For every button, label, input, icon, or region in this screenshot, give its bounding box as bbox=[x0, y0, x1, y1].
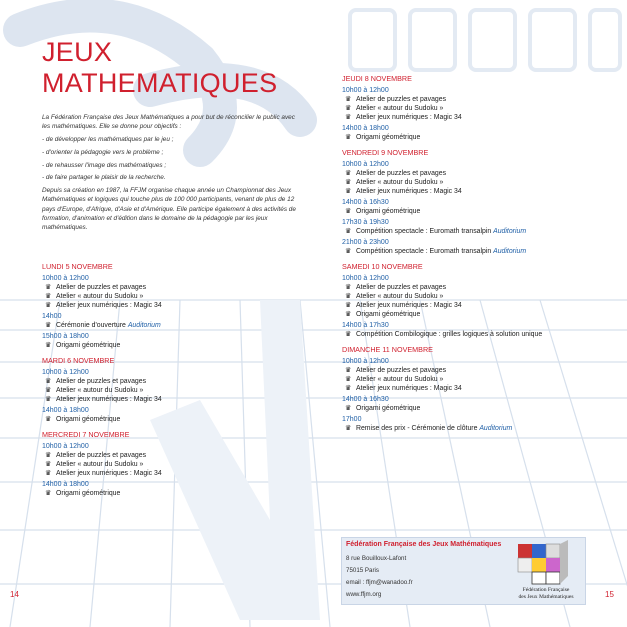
logo-caption-line: Fédération Française bbox=[522, 587, 570, 593]
crown-icon: ♛ bbox=[45, 461, 52, 468]
activity-item bbox=[342, 404, 614, 413]
time-slot: 17h00 bbox=[342, 416, 362, 423]
crown-icon: ♛ bbox=[345, 311, 352, 318]
crown-icon: ♛ bbox=[345, 385, 352, 392]
crown-icon: ♛ bbox=[345, 96, 352, 103]
activity-item bbox=[42, 283, 302, 292]
time-slot: 14h00 à 18h00 bbox=[42, 481, 89, 488]
crown-icon: ♛ bbox=[345, 134, 352, 141]
activity-text: Atelier jeux numériques : Magic 34 bbox=[356, 385, 462, 392]
activity-item bbox=[342, 104, 614, 113]
crown-icon: ♛ bbox=[345, 228, 352, 235]
activity-text: Atelier « autour du Sudoku » bbox=[56, 461, 144, 468]
activity-text: Origami géométrique bbox=[56, 490, 121, 497]
time-slot: 14h00 bbox=[42, 313, 62, 320]
time-slot: 17h30 à 19h30 bbox=[342, 219, 389, 226]
time-slot: 14h00 à 17h30 bbox=[342, 322, 389, 329]
activity-item bbox=[42, 341, 302, 350]
activity-item bbox=[42, 489, 302, 498]
activity-item bbox=[342, 187, 614, 196]
intro-paragraph: Depuis sa création en 1987, la FFJM organise chaque année un Championnat des Jeux Mathématiques et logiques qui touche plus de 100 000 participants, venant de plus de 12 pays d'Europe, d'Afrique, d'Asie et d'Amérique. Elle participe également à des activités de formation, d'animation et d'édition dans le domaine de la pédagogie par les jeux mathématiques. bbox=[42, 187, 296, 231]
crown-icon: ♛ bbox=[345, 331, 352, 338]
venue-label: Auditorium bbox=[493, 228, 527, 235]
activity-item bbox=[342, 301, 614, 310]
venue-label: Auditorium bbox=[493, 248, 527, 255]
page-title bbox=[42, 37, 277, 99]
activity-item bbox=[342, 247, 614, 256]
day-heading: JEUDI 8 NOVEMBRE bbox=[342, 74, 412, 83]
activity-item bbox=[42, 469, 302, 478]
time-slot: 10h00 à 12h00 bbox=[342, 275, 389, 282]
day-heading: VENDREDI 9 NOVEMBRE bbox=[342, 148, 429, 157]
intro-objective: - d'orienter la pédagogie vers le problème ; bbox=[42, 148, 164, 156]
schedule-left-column bbox=[42, 262, 302, 504]
crown-icon: ♛ bbox=[345, 208, 352, 215]
intro-objective: - de faire partager le plaisir de la recherche. bbox=[42, 174, 166, 182]
activity-text: Atelier de puzzles et pavages bbox=[356, 96, 447, 103]
activity-text: Atelier de puzzles et pavages bbox=[356, 367, 447, 374]
title-line-1: JEUX bbox=[42, 37, 113, 67]
contact-city: 75015 Paris bbox=[346, 567, 380, 574]
time-slot: 10h00 à 12h00 bbox=[42, 369, 89, 376]
time-slot: 10h00 à 12h00 bbox=[42, 275, 89, 282]
activity-item bbox=[342, 113, 614, 122]
activity-item bbox=[342, 178, 614, 187]
activity-item bbox=[42, 292, 302, 301]
time-slot: 14h00 à 16h30 bbox=[342, 199, 389, 206]
activity-text: Atelier de puzzles et pavages bbox=[356, 170, 447, 177]
activity-item bbox=[42, 321, 302, 330]
activity-item bbox=[42, 451, 302, 460]
activity-text: Atelier « autour du Sudoku » bbox=[56, 293, 144, 300]
day-block bbox=[342, 148, 614, 258]
activity-item bbox=[42, 415, 302, 424]
time-slot: 10h00 à 12h00 bbox=[342, 358, 389, 365]
activity-item bbox=[42, 377, 302, 386]
activity-text: Atelier jeux numériques : Magic 34 bbox=[56, 396, 162, 403]
crown-icon: ♛ bbox=[45, 387, 52, 394]
time-slot: 14h00 à 16h30 bbox=[342, 396, 389, 403]
day-block bbox=[342, 262, 614, 341]
activity-item bbox=[342, 95, 614, 104]
contact-org: Fédération Française des Jeux Mathématiques bbox=[346, 541, 502, 548]
activity-item bbox=[342, 366, 614, 375]
crown-icon: ♛ bbox=[345, 114, 352, 121]
day-heading: DIMANCHE 11 NOVEMBRE bbox=[342, 345, 433, 354]
activity-text: Origami géométrique bbox=[356, 208, 421, 215]
venue-label: Auditorium bbox=[127, 322, 161, 329]
activity-text: Atelier jeux numériques : Magic 34 bbox=[56, 302, 162, 309]
activity-item bbox=[342, 330, 614, 339]
activity-text: Atelier « autour du Sudoku » bbox=[56, 387, 144, 394]
activity-item bbox=[342, 207, 614, 216]
activity-text: Atelier jeux numériques : Magic 34 bbox=[356, 188, 462, 195]
activity-text: Atelier de puzzles et pavages bbox=[56, 452, 147, 459]
activity-item bbox=[342, 310, 614, 319]
day-block bbox=[42, 262, 302, 352]
activity-item bbox=[42, 395, 302, 404]
crown-icon: ♛ bbox=[345, 179, 352, 186]
activity-text: Compétition spectacle : Euromath transalpin bbox=[356, 248, 492, 255]
activity-item bbox=[342, 384, 614, 393]
crown-icon: ♛ bbox=[45, 416, 52, 423]
intro-objective: - de développer les mathématiques par le jeu ; bbox=[42, 136, 174, 143]
contact-address: 8 rue Bouilloux-Lafont bbox=[346, 555, 407, 562]
intro-paragraph: La Fédération Française des Jeux Mathématiques a pour but de réconcilier le public avec les mathématiques. Elle se donne pour objectifs : bbox=[42, 114, 295, 131]
page-number-right: 15 bbox=[605, 590, 614, 599]
activity-text: Origami géométrique bbox=[56, 342, 121, 349]
activity-item bbox=[42, 301, 302, 310]
intro-objective: - de rehausser l'image des mathématiques ; bbox=[42, 161, 167, 169]
contact-website[interactable]: www.ffjm.org bbox=[346, 591, 382, 598]
activity-text: Atelier jeux numériques : Magic 34 bbox=[56, 470, 162, 477]
contact-box bbox=[341, 537, 586, 605]
contact-email[interactable]: email : ffjm@wanadoo.fr bbox=[346, 579, 413, 586]
crown-icon: ♛ bbox=[45, 284, 52, 291]
activity-text: Atelier jeux numériques : Magic 34 bbox=[356, 114, 462, 121]
activity-text: Origami géométrique bbox=[356, 405, 421, 412]
activity-item bbox=[342, 375, 614, 384]
crown-icon: ♛ bbox=[45, 378, 52, 385]
crown-icon: ♛ bbox=[345, 293, 352, 300]
crown-icon: ♛ bbox=[345, 302, 352, 309]
activity-text: Atelier de puzzles et pavages bbox=[356, 284, 447, 291]
intro-text bbox=[42, 113, 302, 236]
logo-caption bbox=[510, 587, 582, 600]
activity-text: Atelier « autour du Sudoku » bbox=[356, 293, 444, 300]
crown-icon: ♛ bbox=[45, 470, 52, 477]
crown-icon: ♛ bbox=[345, 105, 352, 112]
crown-icon: ♛ bbox=[345, 188, 352, 195]
day-block bbox=[42, 430, 302, 500]
activity-text: Compétition Combilogique : grilles logiques à solution unique bbox=[356, 331, 543, 338]
day-block bbox=[342, 345, 614, 435]
time-slot: 10h00 à 12h00 bbox=[42, 443, 89, 450]
time-slot: 15h00 à 18h00 bbox=[42, 333, 89, 340]
activity-text: Origami géométrique bbox=[356, 134, 421, 141]
time-slot: 21h00 à 23h00 bbox=[342, 239, 389, 246]
activity-item bbox=[342, 283, 614, 292]
crown-icon: ♛ bbox=[345, 425, 352, 432]
activity-text: Compétition spectacle : Euromath transalpin bbox=[356, 228, 492, 235]
activity-text: Atelier « autour du Sudoku » bbox=[356, 179, 444, 186]
crown-icon: ♛ bbox=[345, 367, 352, 374]
activity-text: Atelier de puzzles et pavages bbox=[56, 378, 147, 385]
logo-caption-line: des Jeux Mathématiques bbox=[518, 593, 574, 600]
activity-item bbox=[342, 424, 614, 433]
time-slot: 14h00 à 18h00 bbox=[42, 407, 89, 414]
activity-item bbox=[342, 169, 614, 178]
day-heading: MERCREDI 7 NOVEMBRE bbox=[42, 430, 130, 439]
activity-item bbox=[42, 386, 302, 395]
crown-icon: ♛ bbox=[45, 396, 52, 403]
activity-text: Remise des prix - Cérémonie de clôture bbox=[356, 425, 478, 432]
activity-text: Atelier de puzzles et pavages bbox=[56, 284, 147, 291]
ffjm-logo bbox=[510, 540, 582, 602]
time-slot: 10h00 à 12h00 bbox=[342, 87, 389, 94]
title-line-2: MATHEMATIQUES bbox=[42, 68, 278, 98]
crown-icon: ♛ bbox=[45, 452, 52, 459]
day-heading: MARDI 6 NOVEMBRE bbox=[42, 356, 115, 365]
activity-item bbox=[42, 460, 302, 469]
day-block bbox=[42, 356, 302, 426]
crown-icon: ♛ bbox=[45, 302, 52, 309]
activity-item bbox=[342, 292, 614, 301]
page-number-left: 14 bbox=[10, 590, 19, 599]
activity-text: Origami géométrique bbox=[56, 416, 121, 423]
crown-icon: ♛ bbox=[45, 342, 52, 349]
crown-icon: ♛ bbox=[45, 293, 52, 300]
crown-icon: ♛ bbox=[345, 405, 352, 412]
activity-item bbox=[342, 133, 614, 142]
schedule-right-column bbox=[342, 74, 614, 439]
dice-cube-icon bbox=[510, 540, 582, 586]
activity-text: Cérémonie d'ouverture bbox=[56, 322, 126, 329]
day-heading: SAMEDI 10 NOVEMBRE bbox=[342, 262, 423, 271]
crown-icon: ♛ bbox=[345, 248, 352, 255]
day-heading: LUNDI 5 NOVEMBRE bbox=[42, 262, 113, 271]
venue-label: Auditorium bbox=[479, 425, 513, 432]
time-slot: 10h00 à 12h00 bbox=[342, 161, 389, 168]
time-slot: 14h00 à 18h00 bbox=[342, 125, 389, 132]
crown-icon: ♛ bbox=[345, 170, 352, 177]
crown-icon: ♛ bbox=[345, 284, 352, 291]
activity-text: Origami géométrique bbox=[356, 311, 421, 318]
crown-icon: ♛ bbox=[345, 376, 352, 383]
activity-item bbox=[342, 227, 614, 236]
activity-text: Atelier « autour du Sudoku » bbox=[356, 376, 444, 383]
activity-text: Atelier « autour du Sudoku » bbox=[356, 105, 444, 112]
day-block bbox=[342, 74, 614, 144]
crown-icon: ♛ bbox=[45, 490, 52, 497]
activity-text: Atelier jeux numériques : Magic 34 bbox=[356, 302, 462, 309]
crown-icon: ♛ bbox=[45, 322, 52, 329]
